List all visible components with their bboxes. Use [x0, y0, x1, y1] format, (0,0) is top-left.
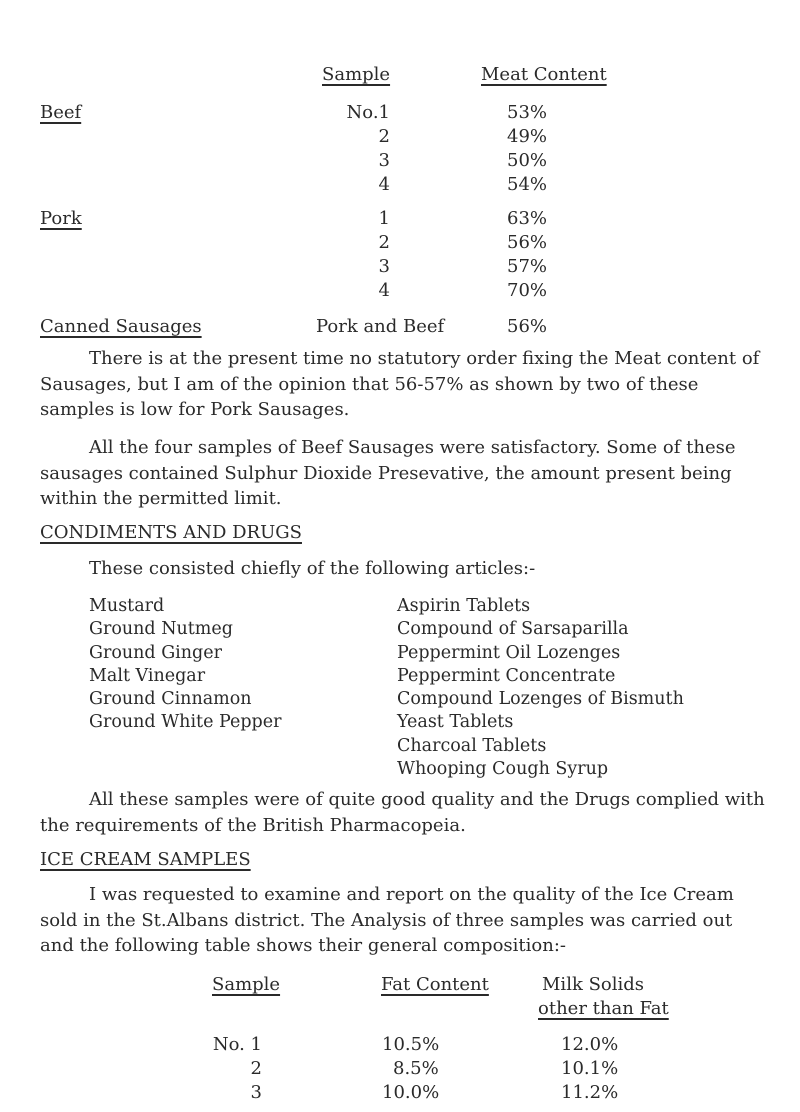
heading-ice-cream-samples: ICE CREAM SAMPLES [40, 849, 251, 870]
table-cell-sample: Pork and Beef [316, 316, 445, 337]
table-cell-sample: 4 [378, 174, 390, 195]
table-cell-sample: No.1 [346, 102, 390, 123]
paragraph-drugs-quality: All these samples were of quite good quality and the Drugs complied with the requirements of the British Pharmacopeia. [40, 789, 765, 836]
list-item: Yeast Tablets [397, 712, 514, 733]
col-header-sample: Sample [322, 64, 391, 85]
list-item: Charcoal Tablets [397, 735, 547, 756]
table-cell-milk: 11.2% [561, 1082, 619, 1103]
table-cell-sample: 4 [378, 280, 390, 301]
list-item: Ground Cinnamon [89, 689, 252, 710]
table-cell-meat: 56% [507, 316, 548, 337]
drugs-list [397, 595, 684, 781]
group-label-beef: Beef [40, 102, 82, 123]
table-cell-milk: 12.0% [561, 1034, 619, 1055]
list-item: Malt Vinegar [89, 665, 206, 686]
table-cell-sample: 3 [378, 150, 390, 171]
paragraph-meat-content: There is at the present time no statutory order fixing the Meat content of Sausages, but I am of the opinion that 56-57% as shown by two of these samples is low for Pork Sausages. [40, 348, 760, 420]
table-cell-sample: 2 [378, 232, 390, 253]
table-cell-milk: 10.1% [561, 1058, 619, 1079]
table-cell-meat: 56% [507, 232, 548, 253]
table-cell-meat: 49% [507, 126, 548, 147]
list-item: Compound of Sarsaparilla [397, 619, 629, 640]
list-item: Peppermint Oil Lozenges [397, 642, 621, 663]
list-item: Mustard [89, 596, 165, 616]
table-cell-meat: 54% [507, 174, 548, 195]
table-cell-sample: 3 [378, 256, 390, 277]
table-cell-meat: 50% [507, 150, 548, 171]
table-cell-fat: 8.5% [393, 1058, 439, 1079]
table-cell-fat: 10.0% [382, 1082, 440, 1103]
col-header-meat-content: Meat Content [481, 64, 607, 85]
list-item: Aspirin Tablets [397, 596, 531, 616]
list-item: Peppermint Concentrate [397, 665, 616, 686]
condiments-list [89, 595, 281, 735]
table-cell-sample: 2 [250, 1058, 262, 1079]
paragraph-articles-intro: These consisted chiefly of the following articles:- [89, 558, 536, 579]
list-item: Compound Lozenges of Bismuth [397, 689, 684, 710]
table-cell-meat: 63% [507, 208, 548, 229]
table-cell-meat: 53% [507, 102, 548, 123]
table-cell-sample: 2 [378, 126, 390, 147]
paragraph-beef-sausages: All the four samples of Beef Sausages were satisfactory. Some of these sausages contained Sulphur Dioxide Presevative, the amount present being within the permitted limit. [40, 437, 736, 509]
heading-condiments-and-drugs: CONDIMENTS AND DRUGS [40, 522, 302, 543]
table-cell-sample: No. 1 [212, 1034, 262, 1055]
col-header-other-than-fat: other than Fat [538, 998, 669, 1019]
group-label-canned-sausages: Canned Sausages [40, 316, 202, 337]
list-item: Ground Nutmeg [89, 619, 233, 640]
col-header-milk-solids: Milk Solids [542, 974, 645, 995]
list-item: Ground Ginger [89, 642, 222, 663]
table-cell-sample: 1 [378, 208, 390, 229]
paragraph-ice-cream-intro: I was requested to examine and report on the quality of the Ice Cream sold in the St.Albans district. The Analysis of three samples was carried out and the following table shows their general composition:- [40, 884, 734, 956]
col-header-fat-content: Fat Content [381, 974, 489, 995]
col-header-sample: Sample [212, 974, 281, 995]
table-cell-fat: 10.5% [382, 1034, 440, 1055]
table-cell-sample: 3 [250, 1082, 262, 1103]
table-cell-meat: 57% [507, 256, 548, 277]
table-cell-meat: 70% [507, 280, 548, 301]
list-item: Whooping Cough Syrup [397, 759, 609, 780]
list-item: Ground White Pepper [89, 712, 282, 733]
group-label-pork: Pork [40, 208, 82, 229]
